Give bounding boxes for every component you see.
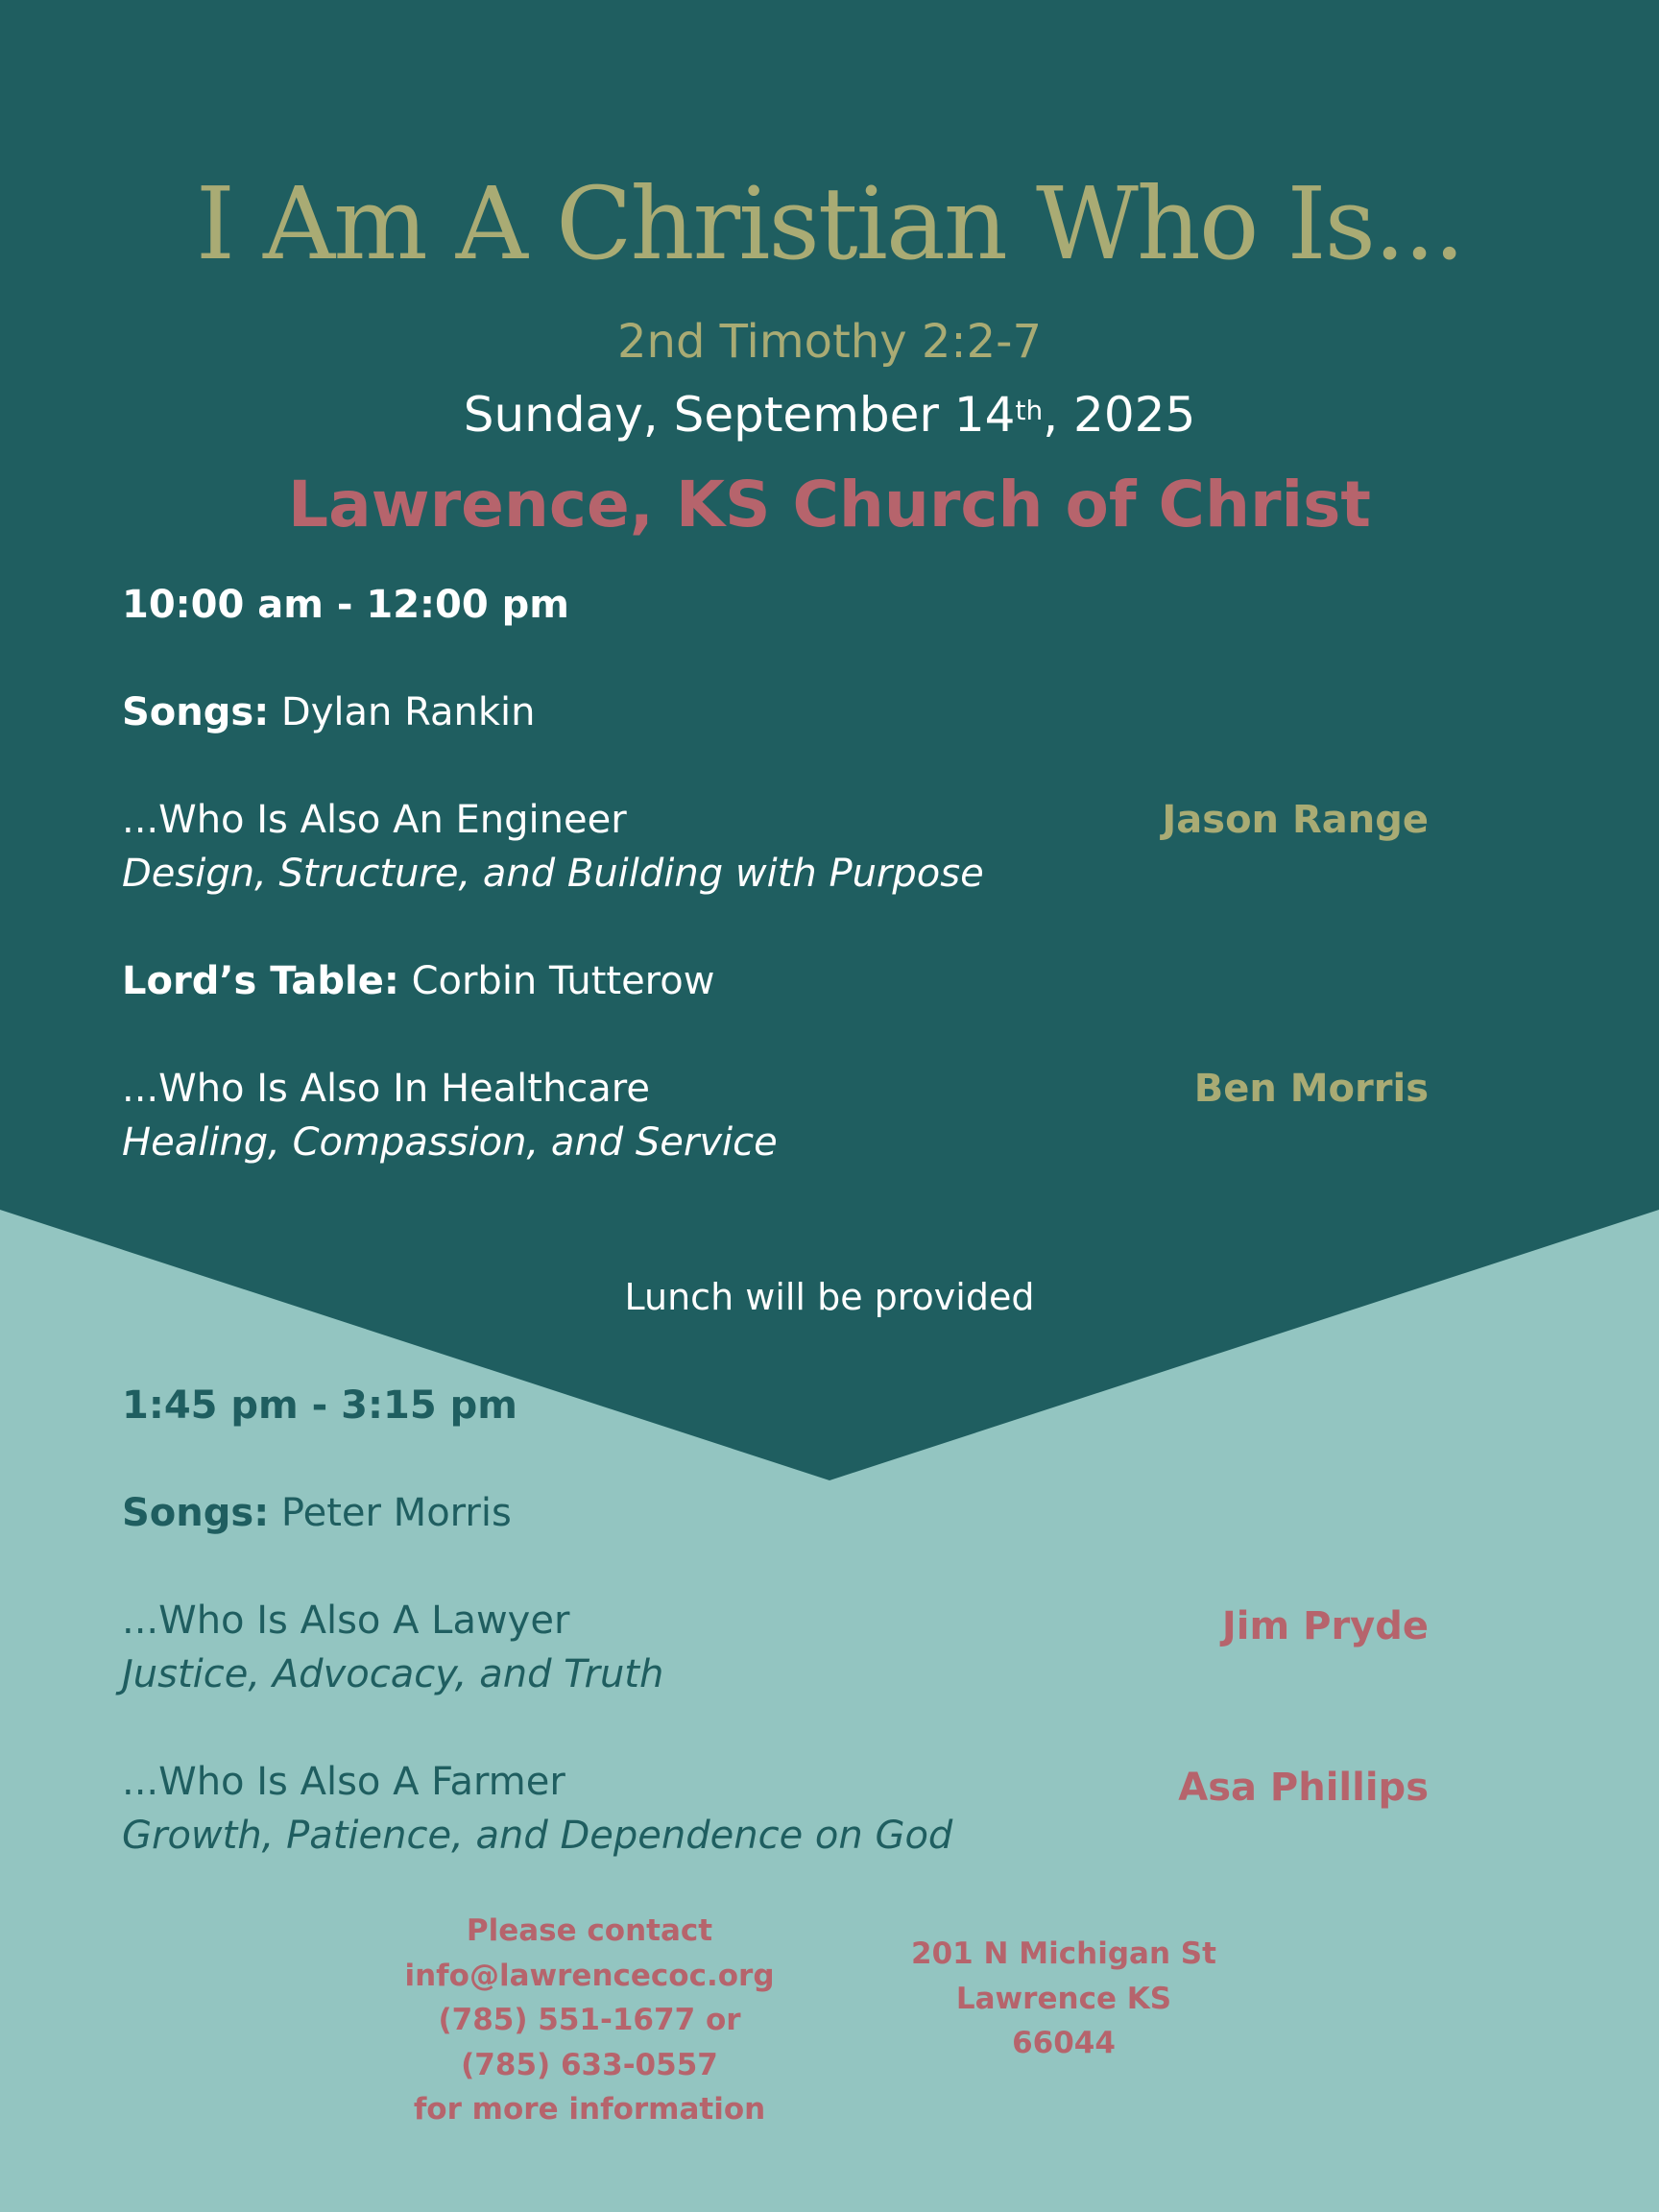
morning-talk1-speaker: Jason Range [1162, 798, 1429, 842]
event-date: Sunday, September 14th, 2025 [463, 387, 1196, 443]
contact-info [397, 1909, 781, 2132]
morning-songs: Songs: Dylan Rankin [122, 690, 536, 734]
contact-email: info@lawrencecoc.org [404, 1958, 775, 1993]
morning-talk2-speaker: Ben Morris [1193, 1067, 1429, 1111]
afternoon-talk1-subtitle: Justice, Advocacy, and Truth [122, 1652, 664, 1696]
contact-line: for more information [413, 2092, 766, 2127]
morning-talk1-subtitle: Design, Structure, and Building with Purpose [122, 852, 984, 896]
contact-phone: (785) 551-1677 or [438, 2003, 741, 2037]
church-address [872, 1932, 1256, 2066]
lunch-note: Lunch will be provided [624, 1276, 1035, 1318]
morning-talk2-title: ...Who Is Also In Healthcare [122, 1067, 650, 1111]
church-name: Lawrence, KS Church of Christ [288, 468, 1371, 541]
morning-talk1-title: ...Who Is Also An Engineer [122, 798, 627, 842]
afternoon-talk2-speaker: Asa Phillips [1178, 1766, 1429, 1810]
afternoon-talk2-subtitle: Growth, Patience, and Dependence on God [122, 1814, 953, 1858]
lords-table: Lord’s Table: Corbin Tutterow [122, 959, 715, 1003]
scripture-reference: 2nd Timothy 2:2-7 [616, 315, 1042, 369]
address-city: Lawrence KS [955, 1981, 1172, 2016]
morning-talk2-subtitle: Healing, Compassion, and Service [122, 1120, 778, 1165]
contact-phone: (785) 633-0557 [461, 2047, 718, 2082]
contact-line: Please contact [466, 1913, 713, 1948]
afternoon-talk2-title: ...Who Is Also A Farmer [122, 1760, 565, 1804]
morning-time: 10:00 am - 12:00 pm [122, 583, 569, 627]
address-street: 201 N Michigan St [911, 1936, 1216, 1971]
afternoon-talk1-speaker: Jim Pryde [1221, 1604, 1429, 1648]
afternoon-time: 1:45 pm - 3:15 pm [122, 1383, 517, 1428]
afternoon-talk1-title: ...Who Is Also A Lawyer [122, 1599, 570, 1643]
afternoon-songs: Songs: Peter Morris [122, 1491, 512, 1535]
address-zip: 66044 [1012, 2026, 1116, 2060]
event-title: I Am A Christian Who Is... [195, 165, 1464, 282]
